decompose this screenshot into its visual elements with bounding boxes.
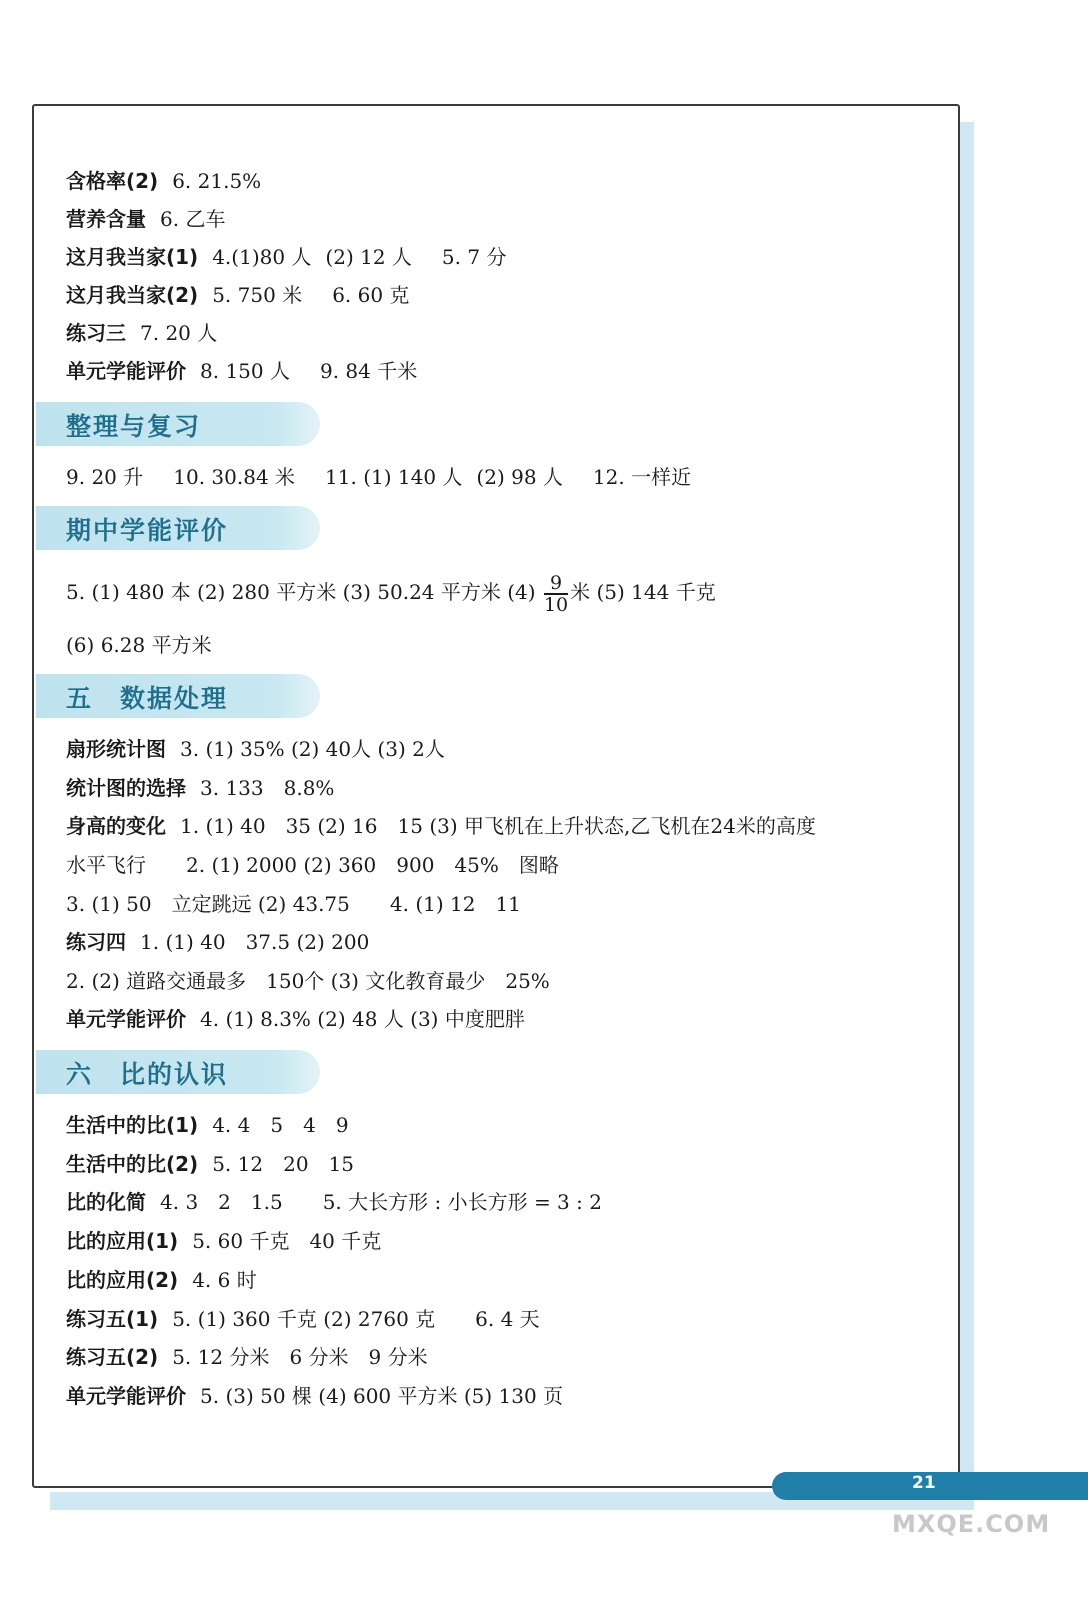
answer-line	[66, 1004, 525, 1034]
answer-line	[66, 927, 369, 957]
line-answer: 5. 750 米	[212, 283, 303, 307]
section-header-ratio	[36, 1050, 320, 1094]
line-answer: 5. 12 20 15	[212, 1152, 354, 1176]
fraction-numerator: 9	[544, 573, 568, 595]
line-answer: 5. (3) 50 棵 (4) 600 平方米 (5) 130 页	[200, 1384, 564, 1408]
page-number: 21	[912, 1473, 936, 1493]
section-title: 六 比的认识	[66, 1060, 229, 1089]
line-heading: 生活中的比(1)	[66, 1113, 199, 1137]
line-heading: 生活中的比(2)	[66, 1152, 199, 1176]
line-answer: 4. 4 5 4 9	[212, 1113, 349, 1137]
answer-line	[66, 1149, 354, 1179]
answer-line	[66, 570, 716, 615]
line-answer: (2) 12 人	[325, 245, 412, 269]
line-heading: 练习五(2)	[66, 1345, 159, 1369]
line-heading: 练习五(1)	[66, 1307, 159, 1331]
line-answer: 4. 6 时	[192, 1268, 257, 1292]
line-answer: 1. (1) 40 37.5 (2) 200	[140, 930, 370, 954]
line-answer: 6. 60 克	[332, 283, 410, 307]
line-answer: 5. 12 分米 6 分米 9 分米	[172, 1345, 428, 1369]
fraction-denominator: 10	[543, 593, 569, 616]
answer-line	[66, 811, 816, 841]
line-answer: 4. 3 2 1.5 5. 大长方形 : 小长方形 = 3 : 2	[160, 1190, 602, 1214]
answer-line	[66, 318, 217, 348]
line-heading: 比的应用(2)	[66, 1268, 179, 1292]
line-heading: 比的化简	[66, 1190, 146, 1214]
line-heading: 身高的变化	[66, 814, 166, 838]
answer-line	[66, 1381, 563, 1411]
line-answer: 12. 一样近	[592, 465, 692, 489]
answer-line	[66, 356, 417, 386]
section-header-review	[36, 402, 320, 446]
section-title: 整理与复习	[66, 412, 202, 441]
line-answer: 3. (1) 50 立定跳远 (2) 43.75 4. (1) 12 11	[66, 892, 521, 916]
line-answer: (6) 6.28 平方米	[66, 633, 212, 657]
line-answer: 3. 133 8.8%	[200, 776, 335, 800]
section-title: 期中学能评价	[66, 516, 229, 545]
line-answer: 5. (1) 480 本 (2) 280 平方米 (3) 50.24 平方米 (4)	[66, 580, 536, 604]
line-answer: 9. 84 千米	[319, 359, 418, 383]
line-heading: 统计图的选择	[66, 776, 186, 800]
line-heading: 单元学能评价	[66, 1007, 186, 1031]
answer-line	[66, 966, 550, 996]
line-answer: (2) 98 人	[476, 465, 563, 489]
answer-line	[66, 204, 225, 234]
line-answer: 5. 60 千克 40 千克	[192, 1229, 382, 1253]
answer-line	[66, 462, 691, 492]
line-heading: 单元学能评价	[66, 359, 186, 383]
answer-line	[66, 1265, 257, 1295]
line-heading: 营养含量	[66, 207, 146, 231]
line-answer: 9. 20 升	[66, 465, 144, 489]
answer-line	[66, 1342, 428, 1372]
line-heading: 练习三	[66, 321, 126, 345]
answer-line	[66, 242, 506, 272]
line-answer: 水平飞行 2. (1) 2000 (2) 360 900 45% 图略	[66, 853, 559, 877]
answer-line	[66, 166, 261, 196]
line-answer: 1. (1) 40 35 (2) 16 15 (3) 甲飞机在上升状态,乙飞机在24米的高度	[180, 814, 816, 838]
answer-line	[66, 734, 445, 764]
section-header-midterm	[36, 506, 320, 550]
answer-line	[66, 1187, 602, 1217]
line-heading: 练习四	[66, 930, 126, 954]
line-answer: 米 (5) 144 千克	[570, 580, 716, 604]
line-answer: 2. (2) 道路交通最多 150个 (3) 文化教育最少 25%	[66, 969, 550, 993]
answer-line	[66, 630, 212, 660]
fraction	[544, 573, 568, 615]
answer-line	[66, 1226, 381, 1256]
frame-shadow-right	[958, 122, 974, 1510]
answer-line	[66, 280, 409, 310]
line-answer: 7. 20 人	[140, 321, 218, 345]
answer-line	[66, 773, 334, 803]
line-answer: 10. 30.84 米	[173, 465, 296, 489]
section-header-data	[36, 674, 320, 718]
answer-line	[66, 850, 559, 880]
line-heading: 比的应用(1)	[66, 1229, 179, 1253]
line-answer: 4.(1)80 人	[212, 245, 312, 269]
line-heading: 含格率(2)	[66, 169, 159, 193]
answer-line	[66, 1304, 540, 1334]
line-answer: 3. (1) 35% (2) 40人 (3) 2人	[180, 737, 445, 761]
line-heading: 这月我当家(1)	[66, 245, 199, 269]
line-answer: 4. (1) 8.3% (2) 48 人 (3) 中度肥胖	[200, 1007, 525, 1031]
line-answer: 8. 150 人	[200, 359, 290, 383]
answer-line	[66, 889, 521, 919]
line-answer: 5. 7 分	[441, 245, 507, 269]
line-heading: 扇形统计图	[66, 737, 166, 761]
watermark: MXQE.COM	[892, 1510, 1051, 1538]
line-answer: 11. (1) 140 人	[325, 465, 463, 489]
line-answer: 5. (1) 360 千克 (2) 2760 克 6. 4 天	[172, 1307, 540, 1331]
line-answer: 6. 乙车	[160, 207, 226, 231]
line-heading: 单元学能评价	[66, 1384, 186, 1408]
line-answer: 6. 21.5%	[172, 169, 262, 193]
line-heading: 这月我当家(2)	[66, 283, 199, 307]
answer-line	[66, 1110, 349, 1140]
section-title: 五 数据处理	[66, 684, 229, 713]
